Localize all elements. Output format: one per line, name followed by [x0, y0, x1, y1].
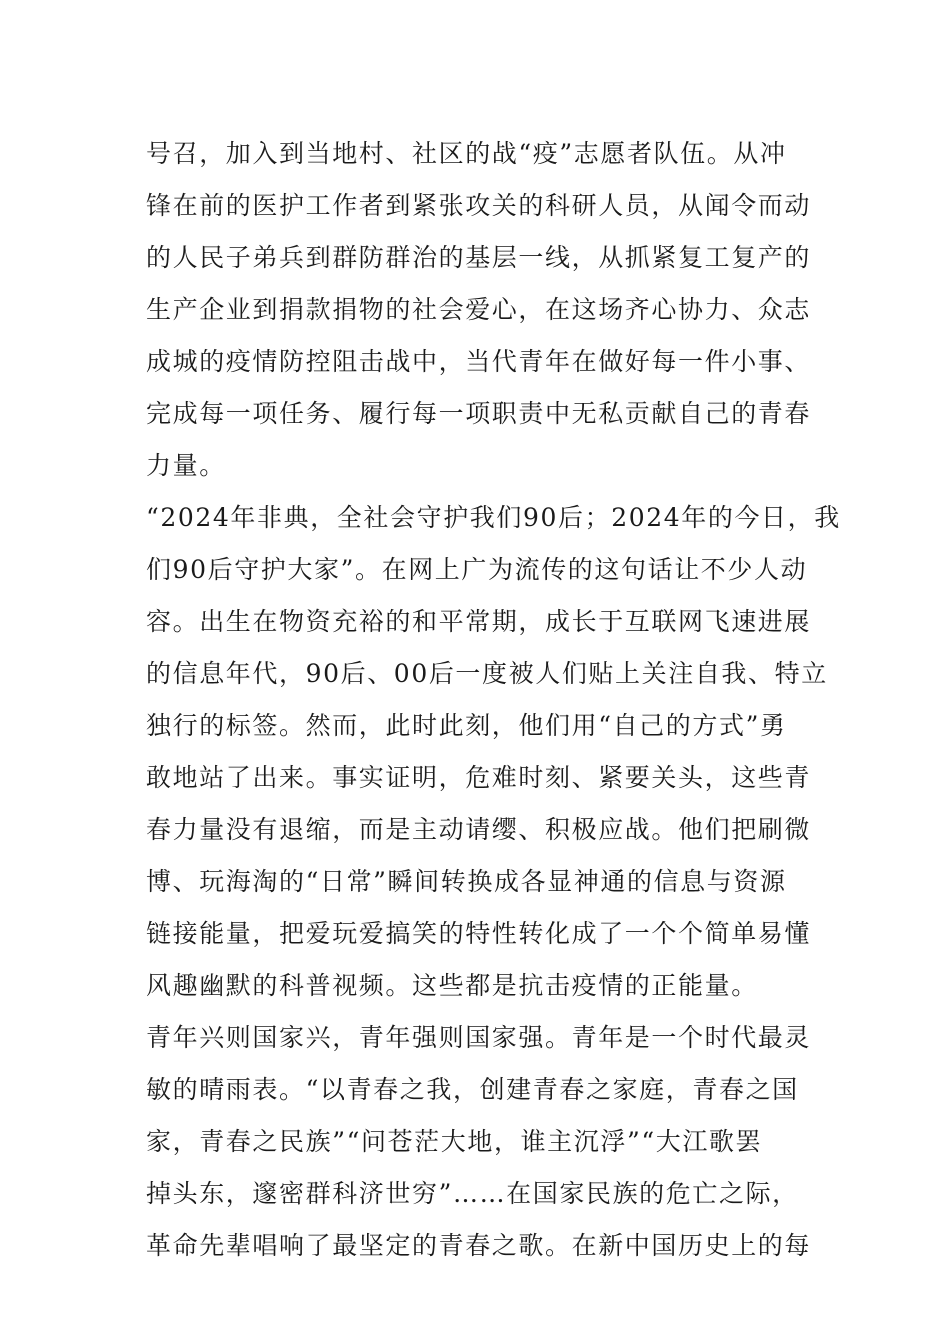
text-line: 革命先辈唱响了最坚定的青春之歌。在新中国历史上的每 — [146, 1231, 812, 1260]
document-body — [146, 128, 841, 1272]
text-line: 链接能量，把爱玩爱搞笑的特性转化成了一个个简单易懂 — [146, 919, 812, 948]
text-line: 风趣幽默的科普视频。这些都是抗击疫情的正能量。 — [146, 971, 758, 1000]
text-line: 博、玩海淘的“日常”瞬间转换成各显神通的信息与资源 — [146, 867, 787, 896]
text-line: 春力量没有退缩，而是主动请缨、积极应战。他们把刷微 — [146, 815, 812, 844]
text-line: 成城的疫情防控阻击战中，当代青年在做好每一件小事、 — [146, 347, 812, 376]
text-line: 敢地站了出来。事实证明，危难时刻、紧要关头，这些青 — [146, 763, 812, 792]
text-line: 们90后守护大家”。在网上广为流传的这句话让不少人动 — [146, 555, 808, 584]
text-line: 掉头东，邃密群科济世穷”……在国家民族的危亡之际， — [146, 1179, 799, 1208]
text-line: 力量。 — [146, 451, 226, 480]
text-line: 的人民子弟兵到群防群治的基层一线，从抓紧复工复产的 — [146, 243, 812, 272]
text-line: 完成每一项任务、履行每一项职责中无私贡献自己的青春 — [146, 399, 812, 428]
text-line: 家，青春之民族”“问苍茫大地，谁主沉浮”“大江歌罢 — [146, 1127, 763, 1156]
text-line: 的信息年代，90后、00后一度被人们贴上关注自我、特立 — [146, 659, 828, 688]
text-line: 青年兴则国家兴，青年强则国家强。青年是一个时代最灵 — [146, 1023, 812, 1052]
text-line: 号召，加入到当地村、社区的战“疫”志愿者队伍。从冲 — [146, 139, 787, 168]
text-line: 容。出生在物资充裕的和平常期，成长于互联网飞速进展 — [146, 607, 812, 636]
text-line: 锋在前的医护工作者到紧张攻关的科研人员，从闻令而动 — [146, 191, 812, 220]
text-line: 独行的标签。然而，此时此刻，他们用“自己的方式”勇 — [146, 711, 787, 740]
text-line: 敏的晴雨表。“以青春之我，创建青春之家庭，青春之国 — [146, 1075, 799, 1104]
text-line: 生产企业到捐款捐物的社会爱心，在这场齐心协力、众志 — [146, 295, 812, 324]
text-line: “2024年非典，全社会守护我们90后；2024年的今日，我 — [146, 503, 841, 532]
